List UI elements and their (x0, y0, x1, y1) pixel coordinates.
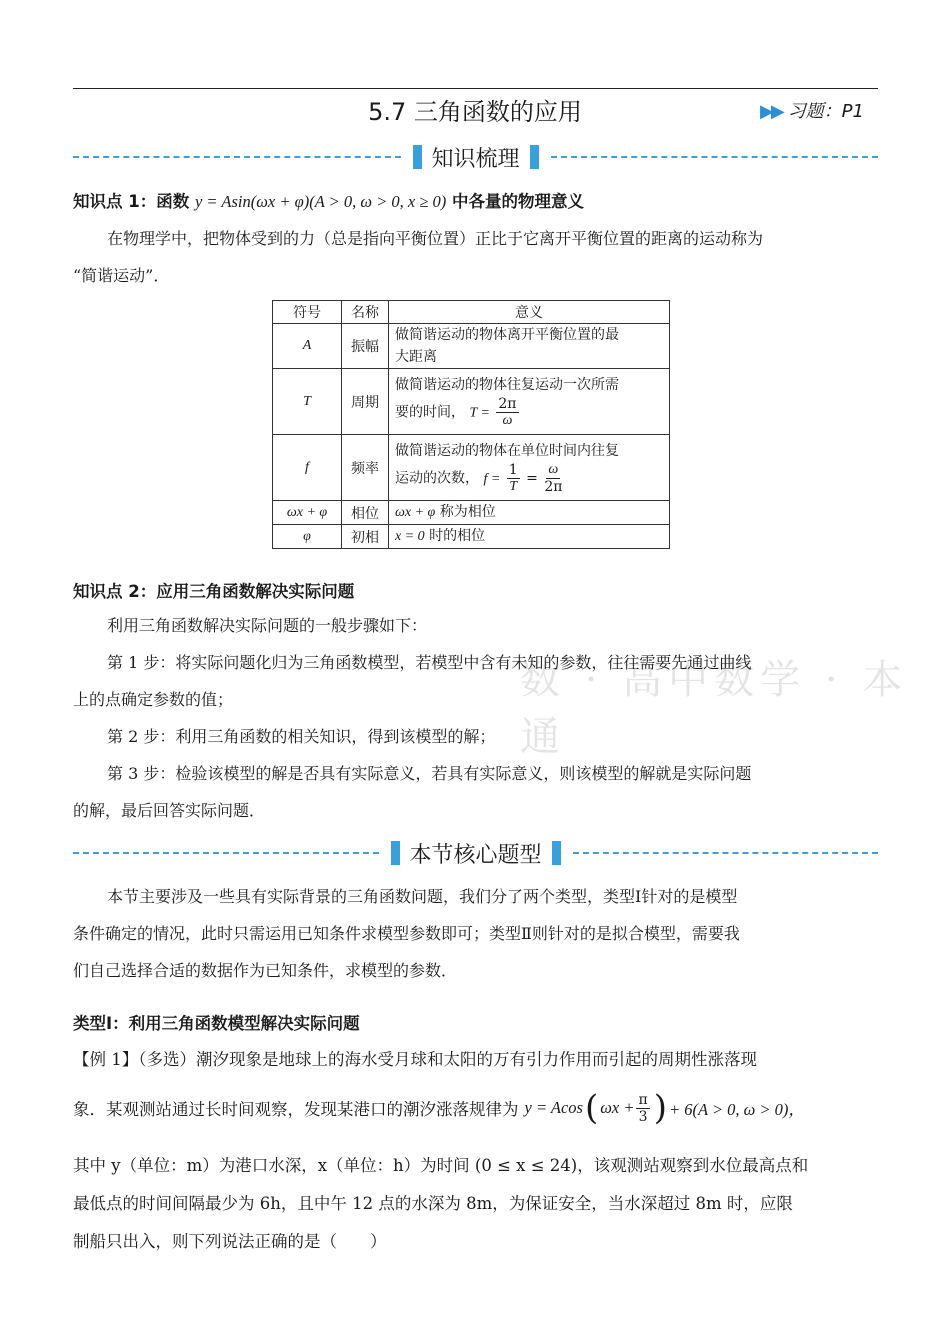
fraction (507, 462, 520, 495)
knowledge-point-2-title: 知识点 2：应用三角函数解决实际问题 (73, 582, 355, 601)
fraction (636, 1092, 649, 1125)
fraction-denominator: 2π (544, 479, 563, 495)
fraction-numerator: 2π (498, 396, 517, 412)
meaning-line: 要的时间， (395, 404, 465, 421)
steps-intro: 利用三角函数解决实际问题的一般步骤如下： (107, 616, 428, 635)
table-header: 名称 (342, 301, 389, 324)
heading-bar-right (552, 841, 561, 865)
formula: T = (469, 405, 490, 421)
example-1-line: 【例 1】（多选）潮汐现象是地球上的海水受月球和太阳的万有引力作用而引起的周期性涨落现 (73, 1050, 757, 1069)
fraction-numerator: 1 (508, 462, 518, 478)
fraction-numerator: ω (548, 462, 559, 477)
table-row (273, 501, 670, 525)
kp1-prefix: 知识点 1：函数 (73, 192, 190, 211)
intro-line: 条件确定的情况，此时只需运用已知条件求模型参数即可；类型Ⅱ则针对的是拟合模型，需要我 (73, 924, 740, 943)
symbol-cell: A (273, 324, 342, 369)
fraction-numerator: π (638, 1091, 648, 1108)
table-row (273, 369, 670, 435)
symbol-cell: T (273, 369, 342, 435)
fraction-denominator: 3 (638, 1108, 648, 1125)
meaning-cell (389, 324, 670, 369)
section-heading-core-types (73, 838, 878, 868)
table-header: 符号 (273, 301, 342, 324)
example-1-line: 最低点的时间间隔最少为 6h，且中午 12 点的水深为 8m，为保证安全，当水深超过 8m 时，应限 (73, 1194, 793, 1213)
step-3-cont: 的解，最后回答实际问题． (73, 801, 266, 820)
core-types-intro (73, 878, 878, 989)
formula: + 6(A > 0, ω > 0)， (668, 1100, 805, 1119)
dashed-divider (73, 852, 379, 854)
heading-bar-right (530, 145, 539, 169)
formula: y = Acos (524, 1098, 583, 1117)
kp1-suffix: 中各量的物理意义 (452, 192, 585, 211)
header-rule (73, 88, 878, 89)
page-title: 5.7 三角函数的应用 (368, 98, 582, 126)
dashed-divider (551, 156, 879, 158)
intro-line: 们自己选择合适的数据作为已知条件，求模型的参数． (73, 961, 458, 980)
example-1-line: 制船只出入，则下列说法正确的是（ ） (73, 1232, 387, 1251)
watermark: 数 · 高中数学 · 本通 (520, 657, 909, 760)
table-header: 意义 (389, 301, 670, 324)
symbol-cell: f (273, 435, 342, 501)
type-1-title: 类型Ⅰ：利用三角函数模型解决实际问题 (73, 1014, 360, 1033)
example-1-line: 其中 y（单位：m）为港口水深，x（单位：h）为时间 (0 ≤ x ≤ 24)，该观测站观察到水位最高点和 (73, 1156, 809, 1175)
step-2: 第 2 步：利用三角函数的相关知识，得到该模型的解； (107, 727, 496, 746)
symbol-cell: φ (273, 525, 342, 549)
name-cell: 周期 (342, 369, 389, 435)
formula: f = (483, 471, 501, 487)
intro-line: “简谐运动”． (73, 266, 170, 285)
intro-paragraph (73, 220, 878, 294)
kp1-formula: y = Asin(ωx + φ)(A > 0, ω > 0, x ≥ 0) (194, 192, 447, 211)
formula: ωx + (600, 1098, 635, 1117)
name-cell: 相位 (342, 501, 389, 525)
double-arrow-icon: ▶▶ (760, 101, 782, 122)
fraction-denominator: ω (502, 413, 513, 428)
fraction (544, 462, 562, 495)
table-row (273, 525, 670, 549)
heading-bar-left (413, 145, 422, 169)
step-1: 第 1 步：将实际问题化归为三角函数模型，若模型中含有未知的参数，往往需要先通过曲线 (107, 653, 752, 672)
heading-bar-left (391, 841, 400, 865)
example-text: 象．某观测站通过长时间观察，发现某港口的潮汐涨落规律为 (73, 1100, 519, 1119)
meaning-line: 称为相位 (439, 504, 496, 520)
meaning-line: 时的相位 (429, 528, 486, 544)
knowledge-point-1-title (73, 188, 584, 212)
table-row (273, 324, 670, 369)
meaning-line: 运动的次数， (395, 470, 479, 487)
meaning-line: 大距离 (395, 349, 437, 365)
section-heading-knowledge (73, 142, 878, 172)
meaning-line: 做简谐运动的物体离开平衡位置的最 (395, 327, 619, 343)
step-1-cont: 上的点确定参数的值； (73, 690, 234, 709)
step-3: 第 3 步：检验该模型的解是否具有实际意义，若具有实际意义，则该模型的解就是实际问题 (107, 764, 752, 783)
meaning-cell: 做简谐运动的物体在单位时间内往复 运动的次数， f = $\frac{1}{T}$ = $\frac{\omega}{2\pi}$ (389, 435, 670, 501)
exercise-ref-label: 习题：P1 (787, 101, 864, 122)
name-cell: 初相 (342, 525, 389, 549)
section-title: 本节核心题型 (409, 842, 542, 868)
intro-line: 在物理学中，把物体受到的力（总是指向平衡位置）正比于它离开平衡位置的距离的运动称为 (107, 229, 764, 248)
formula: x = 0 (395, 529, 425, 544)
steps-block (73, 607, 878, 829)
physics-meaning-table (272, 300, 670, 549)
table-row (273, 435, 670, 501)
fraction-denominator: T (509, 479, 518, 494)
fraction (496, 396, 518, 429)
meaning-cell (389, 501, 670, 525)
name-cell: 振幅 (342, 324, 389, 369)
meaning-line: 做简谐运动的物体在单位时间内往复 (395, 443, 619, 459)
name-cell: 频率 (342, 435, 389, 501)
dashed-divider (73, 156, 401, 158)
meaning-cell (389, 525, 670, 549)
example-1-formula-line: 象．某观测站通过长时间观察，发现某港口的潮汐涨落规律为 y = Acos ( ωx + $\frac{\pi}{3}$ ) + 6(A > 0, ω > 0)， (73, 1088, 805, 1128)
formula: ωx + φ (395, 505, 436, 520)
meaning-line: 做简谐运动的物体往复运动一次所需 (395, 377, 619, 393)
symbol-cell: ωx + φ (273, 501, 342, 525)
meaning-cell (389, 369, 670, 435)
section-title: 知识梳理 (431, 146, 520, 172)
exercise-reference[interactable] (760, 97, 864, 123)
dashed-divider (573, 852, 879, 854)
intro-line: 本节主要涉及一些具有实际背景的三角函数问题，我们分了两个类型，类型Ⅰ针对的是模型 (107, 887, 738, 906)
